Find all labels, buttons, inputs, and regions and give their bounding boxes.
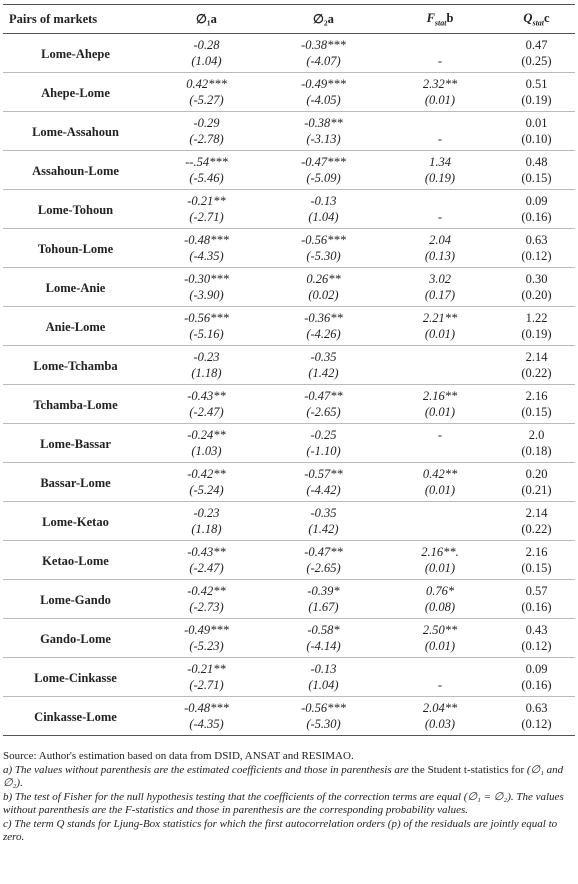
- phi1-cell: -0.24**: [187, 427, 226, 442]
- phi1-cell: -0.42**: [187, 583, 226, 598]
- fstat-pvalue-cell: (0.01): [382, 638, 498, 658]
- qstat-pvalue-cell: (0.15): [498, 404, 575, 424]
- phi2-tstat-cell: (-5.30): [265, 716, 382, 736]
- phi1-tstat-cell: (-2.71): [148, 677, 265, 697]
- market-pair-cell: Lome-Cinkasse: [3, 658, 148, 697]
- phi1-cell: -0.21**: [187, 193, 226, 208]
- phi2-tstat-cell: (-3.13): [265, 131, 382, 151]
- table-row: [3, 541, 575, 561]
- phi2-cell: -0.25: [310, 427, 337, 442]
- fstat-pvalue-cell: -: [382, 677, 498, 697]
- phi2-tstat-cell: (0.02): [265, 287, 382, 307]
- phi2-cell: -0.49***: [301, 76, 346, 91]
- table-row: [3, 34, 575, 54]
- phi2-cell: -0.13: [310, 661, 337, 676]
- phi2-tstat-cell: (1.42): [265, 365, 382, 385]
- note-a: [3, 764, 575, 791]
- table-row: [3, 151, 575, 171]
- market-pair-cell: Ketao-Lome: [3, 541, 148, 580]
- fstat-cell: 2.16**.: [421, 544, 459, 559]
- phi2-cell: -0.47**: [304, 388, 343, 403]
- fstat-cell: 3.02: [429, 271, 451, 286]
- header-fstat-suffix: b: [446, 10, 454, 25]
- header-fstat: [382, 5, 498, 34]
- qstat-cell: 0.20: [525, 466, 548, 481]
- qstat-cell: 0.47: [525, 37, 548, 52]
- phi1-cell: -0.21**: [187, 661, 226, 676]
- phi2-cell: 0.26**: [306, 271, 341, 286]
- fstat-cell: 2.32**: [422, 76, 458, 91]
- qstat-pvalue-cell: (0.22): [498, 521, 575, 541]
- phi1-cell: --.54***: [185, 154, 228, 169]
- results-table: [3, 4, 575, 736]
- qstat-cell: 0.63: [525, 232, 548, 247]
- phi1-tstat-cell: (1.04): [148, 53, 265, 73]
- phi1-cell: -0.43**: [187, 388, 226, 403]
- table-row: [3, 619, 575, 639]
- fstat-cell: 2.21**: [422, 310, 458, 325]
- qstat-pvalue-cell: (0.20): [498, 287, 575, 307]
- fstat-cell: 2.04**: [422, 700, 458, 715]
- qstat-pvalue-cell: (0.10): [498, 131, 575, 151]
- qstat-pvalue-cell: (0.15): [498, 170, 575, 190]
- fstat-cell: [382, 658, 498, 678]
- phi2-tstat-cell: (1.67): [265, 599, 382, 619]
- phi2-cell: -0.47***: [301, 154, 346, 169]
- note-a-italic: a) The values without parenthesis are the estimated coefficients and those in parenthesis are: [3, 763, 409, 776]
- fstat-cell: -: [437, 427, 443, 442]
- note-a-tail: (∅₁ and ∅₂).: [3, 763, 564, 789]
- qstat-pvalue-cell: (0.16): [498, 599, 575, 619]
- phi2-cell: -0.36**: [304, 310, 343, 325]
- phi2-cell: -0.56***: [301, 700, 346, 715]
- table-row: [3, 112, 575, 132]
- phi2-tstat-cell: (-5.30): [265, 248, 382, 268]
- market-pair-cell: Lome-Bassar: [3, 424, 148, 463]
- qstat-pvalue-cell: (0.18): [498, 443, 575, 463]
- phi2-tstat-cell: (-4.14): [265, 638, 382, 658]
- fstat-pvalue-cell: (0.08): [382, 599, 498, 619]
- phi1-tstat-cell: (-2.47): [148, 404, 265, 424]
- phi1-tstat-cell: (1.03): [148, 443, 265, 463]
- header-fstat-symbol: F: [426, 10, 435, 25]
- qstat-pvalue-cell: (0.22): [498, 365, 575, 385]
- note-c: c) The term Q stands for Ljung-Box statistics for which the first autocorrelation orders (p) of the residuals are jointly equal to zero.: [3, 817, 558, 843]
- fstat-cell: [382, 346, 498, 366]
- phi2-tstat-cell: (-4.05): [265, 92, 382, 112]
- table-row: [3, 268, 575, 288]
- note-a-plain: the Student t-statistics for: [408, 763, 527, 776]
- qstat-cell: 1.22: [525, 310, 548, 325]
- fstat-cell: 0.42**: [422, 466, 458, 481]
- phi1-tstat-cell: (-5.27): [148, 92, 265, 112]
- qstat-pvalue-cell: (0.15): [498, 560, 575, 580]
- fstat-pvalue-cell: (0.01): [382, 326, 498, 346]
- phi2-cell: -0.35: [310, 349, 337, 364]
- fstat-pvalue-cell: [382, 521, 498, 541]
- phi2-cell: -0.38**: [304, 115, 343, 130]
- phi2-tstat-cell: (-4.26): [265, 326, 382, 346]
- qstat-cell: 0.51: [525, 76, 548, 91]
- qstat-cell: 0.30: [525, 271, 548, 286]
- phi1-cell: -0.48***: [184, 232, 229, 247]
- phi1-cell: -0.29: [193, 115, 220, 130]
- phi2-cell: -0.56***: [301, 232, 346, 247]
- qstat-cell: 2.14: [525, 505, 548, 520]
- phi1-cell: 0.42***: [186, 76, 227, 91]
- phi1-tstat-cell: (-2.73): [148, 599, 265, 619]
- header-phi2: ∅₂a: [265, 5, 382, 34]
- qstat-cell: 0.63: [525, 700, 548, 715]
- fstat-cell: [382, 112, 498, 132]
- table-row: [3, 190, 575, 210]
- phi1-tstat-cell: (-2.71): [148, 209, 265, 229]
- phi2-cell: -0.39*: [307, 583, 340, 598]
- fstat-cell: 2.16**: [422, 388, 458, 403]
- fstat-cell: [382, 190, 498, 210]
- phi2-tstat-cell: (1.04): [265, 677, 382, 697]
- phi2-tstat-cell: (-4.07): [265, 53, 382, 73]
- table-body: [3, 34, 575, 736]
- market-pair-cell: Cinkasse-Lome: [3, 697, 148, 736]
- table-notes: [3, 750, 575, 845]
- qstat-cell: 0.43: [525, 622, 548, 637]
- table-row: [3, 658, 575, 678]
- phi1-tstat-cell: (-5.24): [148, 482, 265, 502]
- header-qstat-sub: stat: [532, 18, 545, 28]
- fstat-pvalue-cell: [382, 443, 498, 463]
- table-row: [3, 697, 575, 717]
- table-row: [3, 307, 575, 327]
- phi1-tstat-cell: (-2.47): [148, 560, 265, 580]
- table-row: [3, 424, 575, 444]
- fstat-pvalue-cell: (0.13): [382, 248, 498, 268]
- fstat-pvalue-cell: (0.01): [382, 404, 498, 424]
- header-qstat-symbol: Q: [523, 10, 533, 25]
- phi2-cell: -0.35: [310, 505, 337, 520]
- note-b: b) The test of Fisher for the null hypothesis testing that the coefficients of the correction terms are equal (∅₁ = ∅₂). The values without parenthesis are the F-statistics and those in parenthesis are the corresponding probability values.: [3, 790, 564, 816]
- phi2-tstat-cell: (-2.65): [265, 404, 382, 424]
- header-qstat-suffix: c: [544, 10, 550, 25]
- phi1-cell: -0.43**: [187, 544, 226, 559]
- market-pair-cell: Lome-Tchamba: [3, 346, 148, 385]
- qstat-cell: 2.16: [525, 544, 548, 559]
- market-pair-cell: Lome-Ahepe: [3, 34, 148, 73]
- fstat-pvalue-cell: (0.19): [382, 170, 498, 190]
- phi1-cell: -0.42**: [187, 466, 226, 481]
- header-pair: Pairs of markets: [3, 5, 148, 34]
- fstat-cell: [382, 502, 498, 522]
- market-pair-cell: Lome-Gando: [3, 580, 148, 619]
- phi2-tstat-cell: (-1.10): [265, 443, 382, 463]
- qstat-pvalue-cell: (0.12): [498, 638, 575, 658]
- phi1-tstat-cell: (-2.78): [148, 131, 265, 151]
- market-pair-cell: Lome-Ketao: [3, 502, 148, 541]
- qstat-pvalue-cell: (0.21): [498, 482, 575, 502]
- phi1-tstat-cell: (-5.23): [148, 638, 265, 658]
- fstat-pvalue-cell: (0.01): [382, 560, 498, 580]
- table-row: [3, 346, 575, 366]
- fstat-pvalue-cell: -: [382, 53, 498, 73]
- fstat-cell: 0.76*: [425, 583, 455, 598]
- market-pair-cell: Lome-Assahoun: [3, 112, 148, 151]
- market-pair-cell: Ahepe-Lome: [3, 73, 148, 112]
- fstat-pvalue-cell: -: [382, 209, 498, 229]
- fstat-cell: 2.50**: [422, 622, 458, 637]
- phi1-cell: -0.30***: [184, 271, 229, 286]
- phi1-cell: -0.56***: [184, 310, 229, 325]
- qstat-cell: 0.48: [525, 154, 548, 169]
- phi1-tstat-cell: (1.18): [148, 521, 265, 541]
- market-pair-cell: Tchamba-Lome: [3, 385, 148, 424]
- phi1-tstat-cell: (-5.16): [148, 326, 265, 346]
- qstat-cell: 0.09: [525, 661, 548, 676]
- phi2-cell: -0.13: [310, 193, 337, 208]
- header-fstat-sub: stat: [434, 18, 447, 28]
- fstat-pvalue-cell: (0.01): [382, 482, 498, 502]
- table-row: [3, 229, 575, 249]
- phi2-tstat-cell: (-4.42): [265, 482, 382, 502]
- fstat-cell: [382, 34, 498, 54]
- phi1-cell: -0.49***: [184, 622, 229, 637]
- table-row: [3, 385, 575, 405]
- phi2-tstat-cell: (1.42): [265, 521, 382, 541]
- qstat-cell: 2.14: [525, 349, 548, 364]
- market-pair-cell: Gando-Lome: [3, 619, 148, 658]
- fstat-pvalue-cell: (0.17): [382, 287, 498, 307]
- market-pair-cell: Anie-Lome: [3, 307, 148, 346]
- qstat-pvalue-cell: (0.25): [498, 53, 575, 73]
- qstat-cell: 0.01: [525, 115, 548, 130]
- header-qstat: [498, 5, 575, 34]
- header-row: [3, 5, 575, 34]
- table-row: [3, 463, 575, 483]
- phi2-cell: -0.38***: [301, 37, 346, 52]
- qstat-cell: 0.09: [525, 193, 548, 208]
- phi1-cell: -0.23: [193, 349, 220, 364]
- phi1-tstat-cell: (1.18): [148, 365, 265, 385]
- qstat-pvalue-cell: (0.16): [498, 209, 575, 229]
- phi1-tstat-cell: (-5.46): [148, 170, 265, 190]
- phi2-cell: -0.57**: [304, 466, 343, 481]
- header-phi1: ∅₁a: [148, 5, 265, 34]
- fstat-pvalue-cell: (0.01): [382, 92, 498, 112]
- phi2-tstat-cell: (-2.65): [265, 560, 382, 580]
- qstat-cell: 0.57: [525, 583, 548, 598]
- qstat-pvalue-cell: (0.12): [498, 716, 575, 736]
- market-pair-cell: Tohoun-Lome: [3, 229, 148, 268]
- market-pair-cell: Lome-Tohoun: [3, 190, 148, 229]
- fstat-cell: 1.34: [429, 154, 451, 169]
- fstat-cell: 2.04: [429, 232, 451, 247]
- table-row: [3, 502, 575, 522]
- phi2-tstat-cell: (1.04): [265, 209, 382, 229]
- market-pair-cell: Lome-Anie: [3, 268, 148, 307]
- phi2-tstat-cell: (-5.09): [265, 170, 382, 190]
- qstat-pvalue-cell: (0.19): [498, 92, 575, 112]
- phi2-cell: -0.58*: [307, 622, 340, 637]
- fstat-pvalue-cell: [382, 365, 498, 385]
- qstat-cell: 2.16: [525, 388, 548, 403]
- phi1-cell: -0.28: [193, 37, 220, 52]
- phi1-cell: -0.48***: [184, 700, 229, 715]
- market-pair-cell: Bassar-Lome: [3, 463, 148, 502]
- qstat-pvalue-cell: (0.19): [498, 326, 575, 346]
- phi1-cell: -0.23: [193, 505, 220, 520]
- qstat-cell: 2.0: [528, 427, 545, 442]
- qstat-pvalue-cell: (0.16): [498, 677, 575, 697]
- phi1-tstat-cell: (-3.90): [148, 287, 265, 307]
- phi2-cell: -0.47**: [304, 544, 343, 559]
- phi1-tstat-cell: (-4.35): [148, 248, 265, 268]
- market-pair-cell: Assahoun-Lome: [3, 151, 148, 190]
- note-source: Source: Author's estimation based on data from DSID, ANSAT and RESIMAO.: [3, 750, 354, 762]
- phi1-tstat-cell: (-4.35): [148, 716, 265, 736]
- table-row: [3, 580, 575, 600]
- qstat-pvalue-cell: (0.12): [498, 248, 575, 268]
- fstat-pvalue-cell: -: [382, 131, 498, 151]
- table-row: [3, 73, 575, 93]
- fstat-pvalue-cell: (0.03): [382, 716, 498, 736]
